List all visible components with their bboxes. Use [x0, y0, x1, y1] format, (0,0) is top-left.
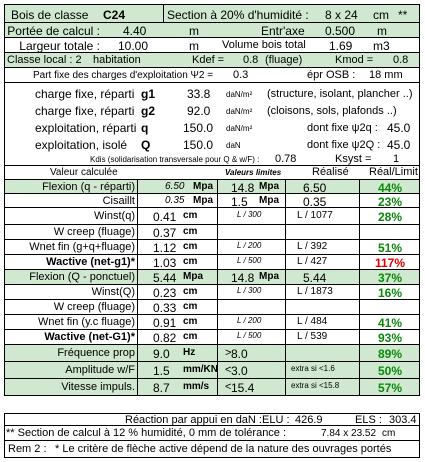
real-value: L / 427	[297, 256, 328, 267]
calc-unit: cm	[183, 210, 198, 221]
row-label: Flexion (q - réparti)	[42, 181, 135, 193]
result-row	[4, 208, 420, 225]
limit-value: 14.8	[231, 181, 255, 195]
portee-value[interactable]: 4.40	[123, 24, 147, 38]
calc-unit: Mpa	[193, 181, 213, 192]
psi2-label: Part fixe des charges d'exploitation Ψ2 =	[33, 70, 214, 81]
calc-unit: cm	[183, 286, 198, 297]
kdef-label: Kdef =	[192, 54, 225, 66]
entraxe-label: Entr'axe	[261, 24, 305, 38]
charge-label: charge fixe, réparti	[35, 87, 135, 101]
charge-note: dont fixe ψ2Q :	[307, 139, 381, 151]
comparison-op: >	[225, 347, 232, 359]
ratio-value: 93%	[377, 331, 403, 345]
reaction-row	[4, 413, 420, 426]
limit-unit: Mpa	[259, 181, 279, 192]
limit-value: L / 500	[237, 256, 262, 265]
ksyst-label: Ksyst =	[335, 153, 372, 165]
els-label: ELS :	[355, 414, 382, 426]
kdis-value: 0.78	[275, 153, 297, 165]
result-row	[4, 180, 420, 194]
limit-value: 3.0	[231, 364, 248, 378]
row-label: Winst(Q)	[91, 286, 135, 298]
charge-value[interactable]: 150.0	[183, 121, 214, 135]
largeur-label: Largeur totale :	[19, 39, 100, 53]
real-value: 5.44	[303, 271, 327, 285]
charge-label: charge fixe, réparti	[35, 104, 135, 118]
real-value: extra si <15.8	[291, 381, 340, 390]
row-label: W creep (fluage)	[53, 301, 135, 313]
calc-value: 0.37	[153, 226, 177, 240]
limit-value: 1.5	[231, 195, 248, 209]
real-value: L / 1873	[297, 286, 333, 297]
ratio-value: 37%	[377, 271, 403, 285]
entraxe-unit: m	[377, 24, 387, 38]
limit-value: L / 200	[237, 316, 262, 325]
calc-value: 1.03	[153, 256, 177, 270]
ratio-value: 117%	[374, 256, 406, 270]
charge-label: exploitation, réparti	[35, 121, 137, 135]
charge-unit: daN/m²	[226, 107, 253, 116]
ratio-value: 89%	[377, 347, 403, 361]
row-label: Flexion (Q - ponctuel)	[29, 271, 135, 283]
result-row	[4, 194, 420, 208]
result-row	[4, 255, 420, 270]
kdef-value: 0.8	[243, 54, 259, 66]
section-value[interactable]: 8 x 24	[325, 8, 358, 22]
calc-value: 9.0	[153, 347, 170, 361]
limit-value: L / 200	[237, 241, 262, 250]
real-value: L / 1077	[297, 210, 333, 221]
calc-unit: cm	[183, 316, 198, 327]
charge-label: exploitation, isolé	[35, 138, 128, 152]
kdis-row	[4, 153, 420, 166]
calc-value: 0.33	[153, 301, 177, 315]
limit-value: L / 500	[237, 331, 262, 340]
osb-label: épr OSB :	[307, 69, 356, 81]
real-value: 0.35	[303, 195, 327, 209]
portee-label: Portée de calcul :	[7, 24, 100, 38]
classe-type[interactable]: habitation	[93, 54, 141, 66]
kmod-label: Kmod =	[335, 54, 374, 66]
reaction-label: Réaction par appui en daN :	[125, 414, 262, 426]
charge-unit: daN/m²	[226, 124, 253, 133]
charge-value[interactable]: 150.0	[183, 138, 214, 152]
header-calc: Valeur calculée	[50, 167, 118, 178]
charge-note: dont fixe ψ2q :	[307, 122, 378, 134]
charge-g1-row	[5, 85, 419, 102]
calc-value: 0.23	[153, 286, 177, 300]
calc-value: 0.91	[153, 316, 177, 330]
largeur-row	[4, 38, 420, 53]
calc-unit: Mpa	[183, 271, 203, 282]
volume-value: 1.69	[329, 39, 353, 53]
classe-row	[4, 53, 420, 68]
limit-value: 15.4	[231, 381, 255, 395]
result-row	[4, 225, 420, 240]
kdis-label: Kdis (solidarisation transversale pour Q & w/F) :	[90, 155, 260, 164]
charge-note-value: 45.0	[387, 138, 411, 152]
table-header	[4, 166, 420, 180]
kmod-value: 0.8	[393, 54, 409, 66]
charge-symbol: Q	[141, 138, 151, 152]
section-note: **	[398, 8, 408, 22]
section12-value: 7.84 x 23.52	[321, 428, 377, 439]
bois-value[interactable]: C24	[103, 8, 126, 22]
limit-value: L / 300	[237, 286, 262, 295]
charge-unit: daN	[226, 141, 241, 150]
result-row	[4, 270, 420, 285]
elu-value: 426.9	[295, 414, 323, 426]
calc-unit: cm	[183, 331, 198, 342]
charge-unit: daN/m²	[226, 90, 253, 99]
charge-symbol: q	[141, 121, 149, 135]
calc-unit: Mpa	[193, 195, 213, 206]
ratio-value: 57%	[377, 381, 403, 395]
charge-Q-row	[5, 136, 419, 153]
ratio-value: 44%	[377, 181, 403, 195]
kdef-note: (fluage)	[265, 54, 303, 66]
row-label: Amplitude w/F	[65, 364, 135, 376]
real-value: L / 539	[297, 331, 328, 342]
rem2-label: Rem 2 :	[8, 443, 47, 455]
classe-label: Classe local : 2	[7, 54, 82, 66]
row-label: Wnet fin (g+q+fluage)	[29, 241, 135, 253]
rem2-text: * Le critère de flèche active dépend de la nature des ouvrages portés	[55, 443, 392, 455]
header-limits: Valeurs limites	[225, 168, 282, 177]
volume-unit: m3	[373, 39, 390, 53]
result-row	[4, 330, 420, 345]
ratio-value: 23%	[377, 195, 403, 209]
calc-value: 1.12	[153, 241, 177, 255]
charge-q-row	[5, 119, 419, 136]
row-label: Fréquence prop	[57, 347, 135, 359]
row-label: Vitesse impuls.	[61, 381, 135, 393]
charge-symbol: g2	[141, 104, 156, 118]
real-value: extra si <1.6	[291, 364, 335, 373]
calc-unit: Hz	[183, 347, 196, 358]
ratio-value: 51%	[377, 241, 403, 255]
section-label: Section à 20% d'humidité :	[167, 8, 309, 22]
result-row	[4, 345, 420, 362]
result-row	[4, 379, 420, 396]
result-row	[4, 300, 420, 315]
ratio-value: 50%	[377, 364, 403, 378]
calc-unit: cm	[183, 226, 198, 237]
volume-label: Volume bois total	[222, 39, 306, 51]
real-value: 6.50	[303, 181, 327, 195]
limit-unit: Mpa	[259, 271, 279, 282]
calc-unit: mm/KN	[183, 364, 219, 375]
osb-value[interactable]: 18 mm	[369, 69, 403, 81]
calc-value: 0.41	[153, 210, 177, 224]
comparison-op: <	[225, 364, 232, 376]
section12-unit: cm	[382, 428, 396, 439]
calc-value: 1.5	[153, 364, 170, 378]
calc-value: 6.50	[165, 181, 185, 192]
calc-unit: mm/s	[183, 381, 210, 392]
limit-value: L / 300	[237, 210, 262, 219]
result-row	[4, 315, 420, 330]
row-label: Wactive (net-G1)*	[44, 331, 135, 343]
charge-symbol: g1	[141, 87, 156, 101]
psi2-row	[4, 68, 420, 83]
charge-note: (structure, isolant, plancher ..)	[267, 88, 413, 100]
entraxe-value[interactable]: 0.500	[325, 24, 356, 38]
limit-value: 8.0	[231, 347, 248, 361]
charge-value[interactable]: 92.0	[187, 104, 211, 118]
real-value: L / 392	[297, 241, 328, 252]
header-real: Réalisé	[312, 166, 349, 178]
psi2-value[interactable]: 0.3	[233, 69, 249, 81]
calc-unit: cm	[183, 241, 198, 252]
rem2-row	[4, 441, 420, 458]
row-label: Cisaillt	[102, 195, 135, 207]
largeur-unit: m	[189, 39, 199, 53]
ratio-value: 28%	[377, 210, 403, 224]
charge-value[interactable]: 33.8	[187, 87, 211, 101]
calc-unit: cm	[183, 256, 198, 267]
calc-value: 0.82	[153, 331, 177, 345]
row-label: W creep (fluage)	[53, 226, 135, 238]
limit-value: 14.8	[231, 271, 255, 285]
comparison-op: <	[225, 381, 232, 393]
elu-label: ELU :	[262, 414, 290, 426]
section12-text: ** Section de calcul à 12 % humidité, 0 mm de tolérance :	[6, 427, 287, 439]
charge-g2-row	[5, 102, 419, 119]
portee-row	[4, 23, 420, 38]
ksyst-value[interactable]: 1	[393, 153, 400, 165]
real-value: L / 484	[297, 316, 328, 327]
result-row	[4, 240, 420, 255]
ratio-value: 16%	[377, 286, 403, 300]
limit-unit: Mpa	[259, 195, 279, 206]
section-unit: cm	[373, 8, 389, 22]
calc-value: 8.7	[153, 381, 170, 395]
result-row	[4, 362, 420, 379]
calc-value: 0.35	[165, 195, 185, 206]
charges-block	[4, 83, 420, 153]
row-label: Winst(q)	[94, 210, 135, 222]
bois-row	[4, 4, 420, 23]
ratio-value: 41%	[377, 316, 403, 330]
charge-note: (cloisons, sols, plafonds ..)	[267, 105, 397, 117]
row-label: Wnet fin (y.c fluage)	[38, 316, 135, 328]
result-row	[4, 285, 420, 300]
calc-value: 5.44	[153, 271, 177, 285]
bois-label: Bois de classe	[11, 8, 89, 22]
header-ratio: Réal/Limit	[369, 166, 418, 178]
calc-unit: cm	[183, 301, 198, 312]
row-label: Wactive (net-g1)*	[46, 256, 135, 268]
els-value: 303.4	[389, 414, 417, 426]
largeur-value[interactable]: 10.00	[118, 39, 149, 53]
section12-row	[4, 426, 420, 441]
portee-unit: m	[189, 24, 199, 38]
charge-note-value: 45.0	[387, 121, 411, 135]
